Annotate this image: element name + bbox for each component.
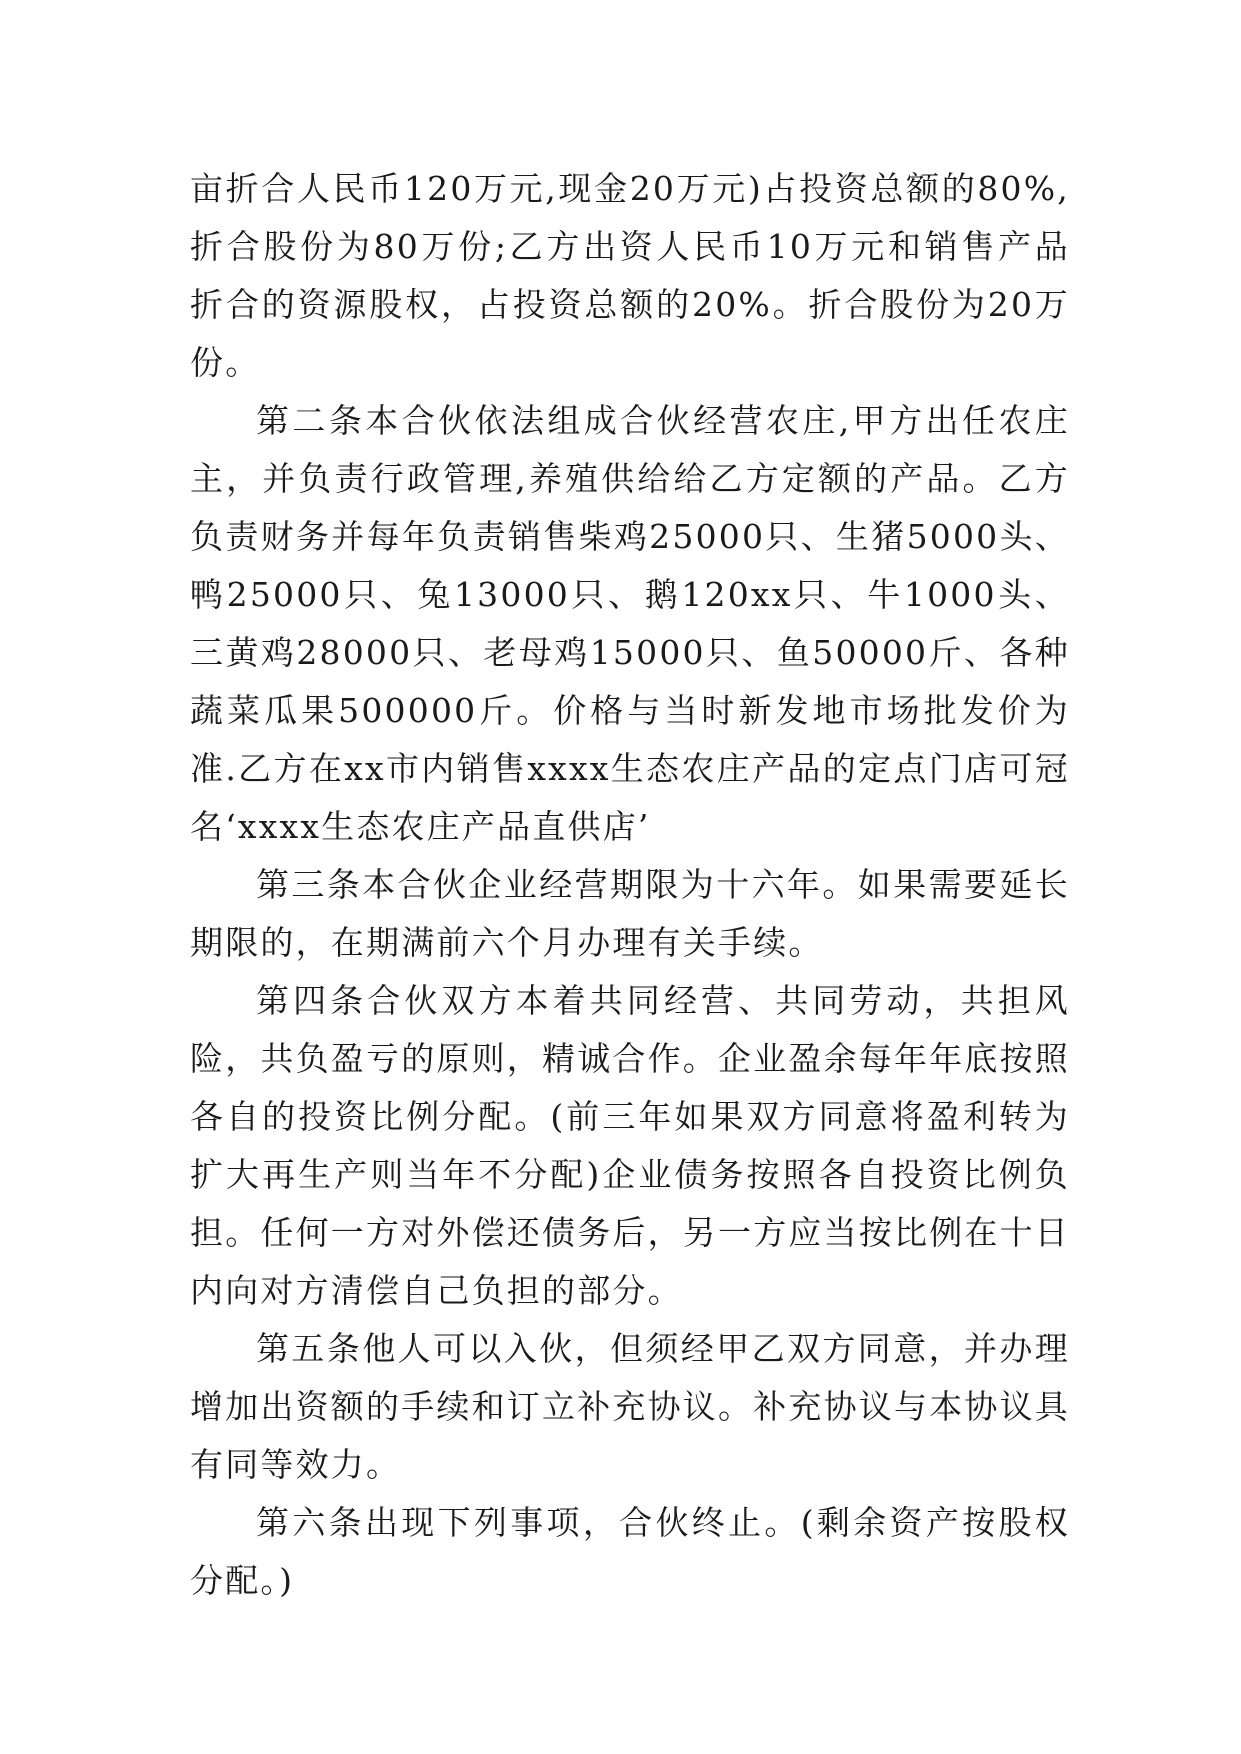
paragraph-article-5: 第五条他人可以入伙，但须经甲乙双方同意，并办理增加出资额的手续和订立补充协议。补充协议与本协议具有同等效力。 — [190, 1329, 1070, 1484]
paragraph-article-2: 第二条本合伙依法组成合伙经营农庄,甲方出任农庄主，并负责行政管理,养殖供给给乙方定额的产品。乙方负责财务并每年负责销售柴鸡25000只、生猪5000头、鸭25000只、兔13000只、鹅120xx只、牛1000头、三黄鸡28000只、老母鸡15000只、鱼50000斤、各种蔬菜瓜果500000斤。价格与当时新发地市场批发价为准.乙方在xx市内销售xxxx生态农庄产品的定点门店可冠名‘xxxx生态农庄产品直供店’ — [190, 401, 1070, 846]
paragraph-article-4: 第四条合伙双方本着共同经营、共同劳动，共担风险，共负盈亏的原则，精诚合作。企业盈余每年年底按照各自的投资比例分配。(前三年如果双方同意将盈利转为扩大再生产则当年不分配)企业债务按照各自投资比例负担。任何一方对外偿还债务后，另一方应当按比例在十日内向对方清偿自己负担的部分。 — [190, 981, 1070, 1310]
paragraph-continuation: 亩折合人民币120万元,现金20万元)占投资总额的80%,折合股份为80万份;乙方出资人民币10万元和销售产品折合的资源股权，占投资总额的20%。折合股份为20万份。 — [190, 169, 1070, 382]
paragraph-article-3: 第三条本合伙企业经营期限为十六年。如果需要延长期限的，在期满前六个月办理有关手续。 — [190, 865, 1070, 962]
paragraph-article-6: 第六条出现下列事项，合伙终止。(剩余资产按股权分配。) — [190, 1503, 1070, 1600]
document-body — [190, 160, 1070, 1610]
